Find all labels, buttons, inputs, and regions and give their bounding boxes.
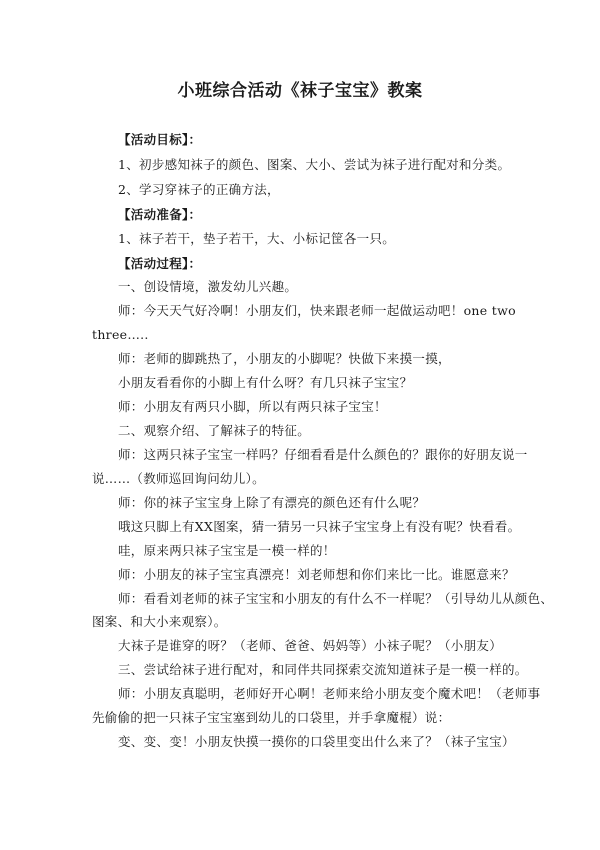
process-line: 变、变、变！小朋友快摸一摸你的口袋里变出什么来了？（袜子宝宝） [118,734,515,749]
process-line: 师：你的袜子宝宝身上除了有漂亮的颜色还有什么呢？ [118,495,426,510]
process-line: 小朋友看看你的小脚上有什么呀？有几只袜子宝宝？ [118,375,413,390]
process-line: 哦这只脚上有XX图案，猜一猜另一只袜子宝宝身上有没有呢？快看看。 [118,519,521,534]
process-line: 图案、和大小来观察）。 [92,614,227,629]
process-line: 二、观察介绍、了解袜子的特征。 [118,423,311,438]
document-title: 小班综合活动《袜子宝宝》教案 [177,81,423,101]
process-line: 哇，原来两只袜子宝宝是一模一样的！ [118,543,336,558]
process-line: three….. [92,327,149,342]
process-line: 师：小朋友的袜子宝宝真漂亮！刘老师想和你们来比一比。谁愿意来？ [118,567,515,582]
section-heading-process: 【活动过程】： [118,256,202,271]
section-heading-preparation: 【活动准备】： [118,207,202,222]
process-line: 师：小朋友有两只小脚，所以有两只袜子宝宝！ [118,399,387,414]
process-line: 师：看看刘老师的袜子宝宝和小朋友的有什么不一样呢？（引导幼儿从颜色、 [118,591,554,606]
process-line: 师：老师的脚跳热了，小朋友的小脚呢？快做下来摸一摸， [118,351,451,366]
process-line: 师：这两只袜子宝宝一样吗？仔细看看是什么颜色的？跟你的好朋友说一 [118,447,528,462]
process-line: 师：小朋友真聪明，老师好开心啊！老师来给小朋友变个魔术吧！（老师事 [118,686,541,701]
preparation-item: 1、袜子若干，垫子若干，大、小标记筐各一只。 [118,231,396,246]
process-line: 大袜子是谁穿的呀？（老师、爸爸、妈妈等）小袜子呢？（小朋友） [118,638,503,653]
process-line: 一、创设情境，激发幼儿兴趣。 [118,279,298,294]
goal-item: 1、初步感知袜子的颜色、图案、大小、尝试为袜子进行配对和分类。 [118,157,511,172]
process-line: 先偷偷的把一只袜子宝宝塞到幼儿的口袋里，并手拿魔棍）说： [92,710,451,725]
section-heading-goals: 【活动目标】： [118,132,202,147]
process-line: 三、尝试给袜子进行配对，和同伴共同探索交流知道袜子是一模一样的。 [118,662,528,677]
process-line: 师：今天天气好冷啊！小朋友们，快来跟老师一起做运动吧！one two [118,303,516,318]
process-line: 说……（教师巡回询问幼儿）。 [92,471,265,486]
goal-item: 2、学习穿袜子的正确方法， [118,182,280,197]
